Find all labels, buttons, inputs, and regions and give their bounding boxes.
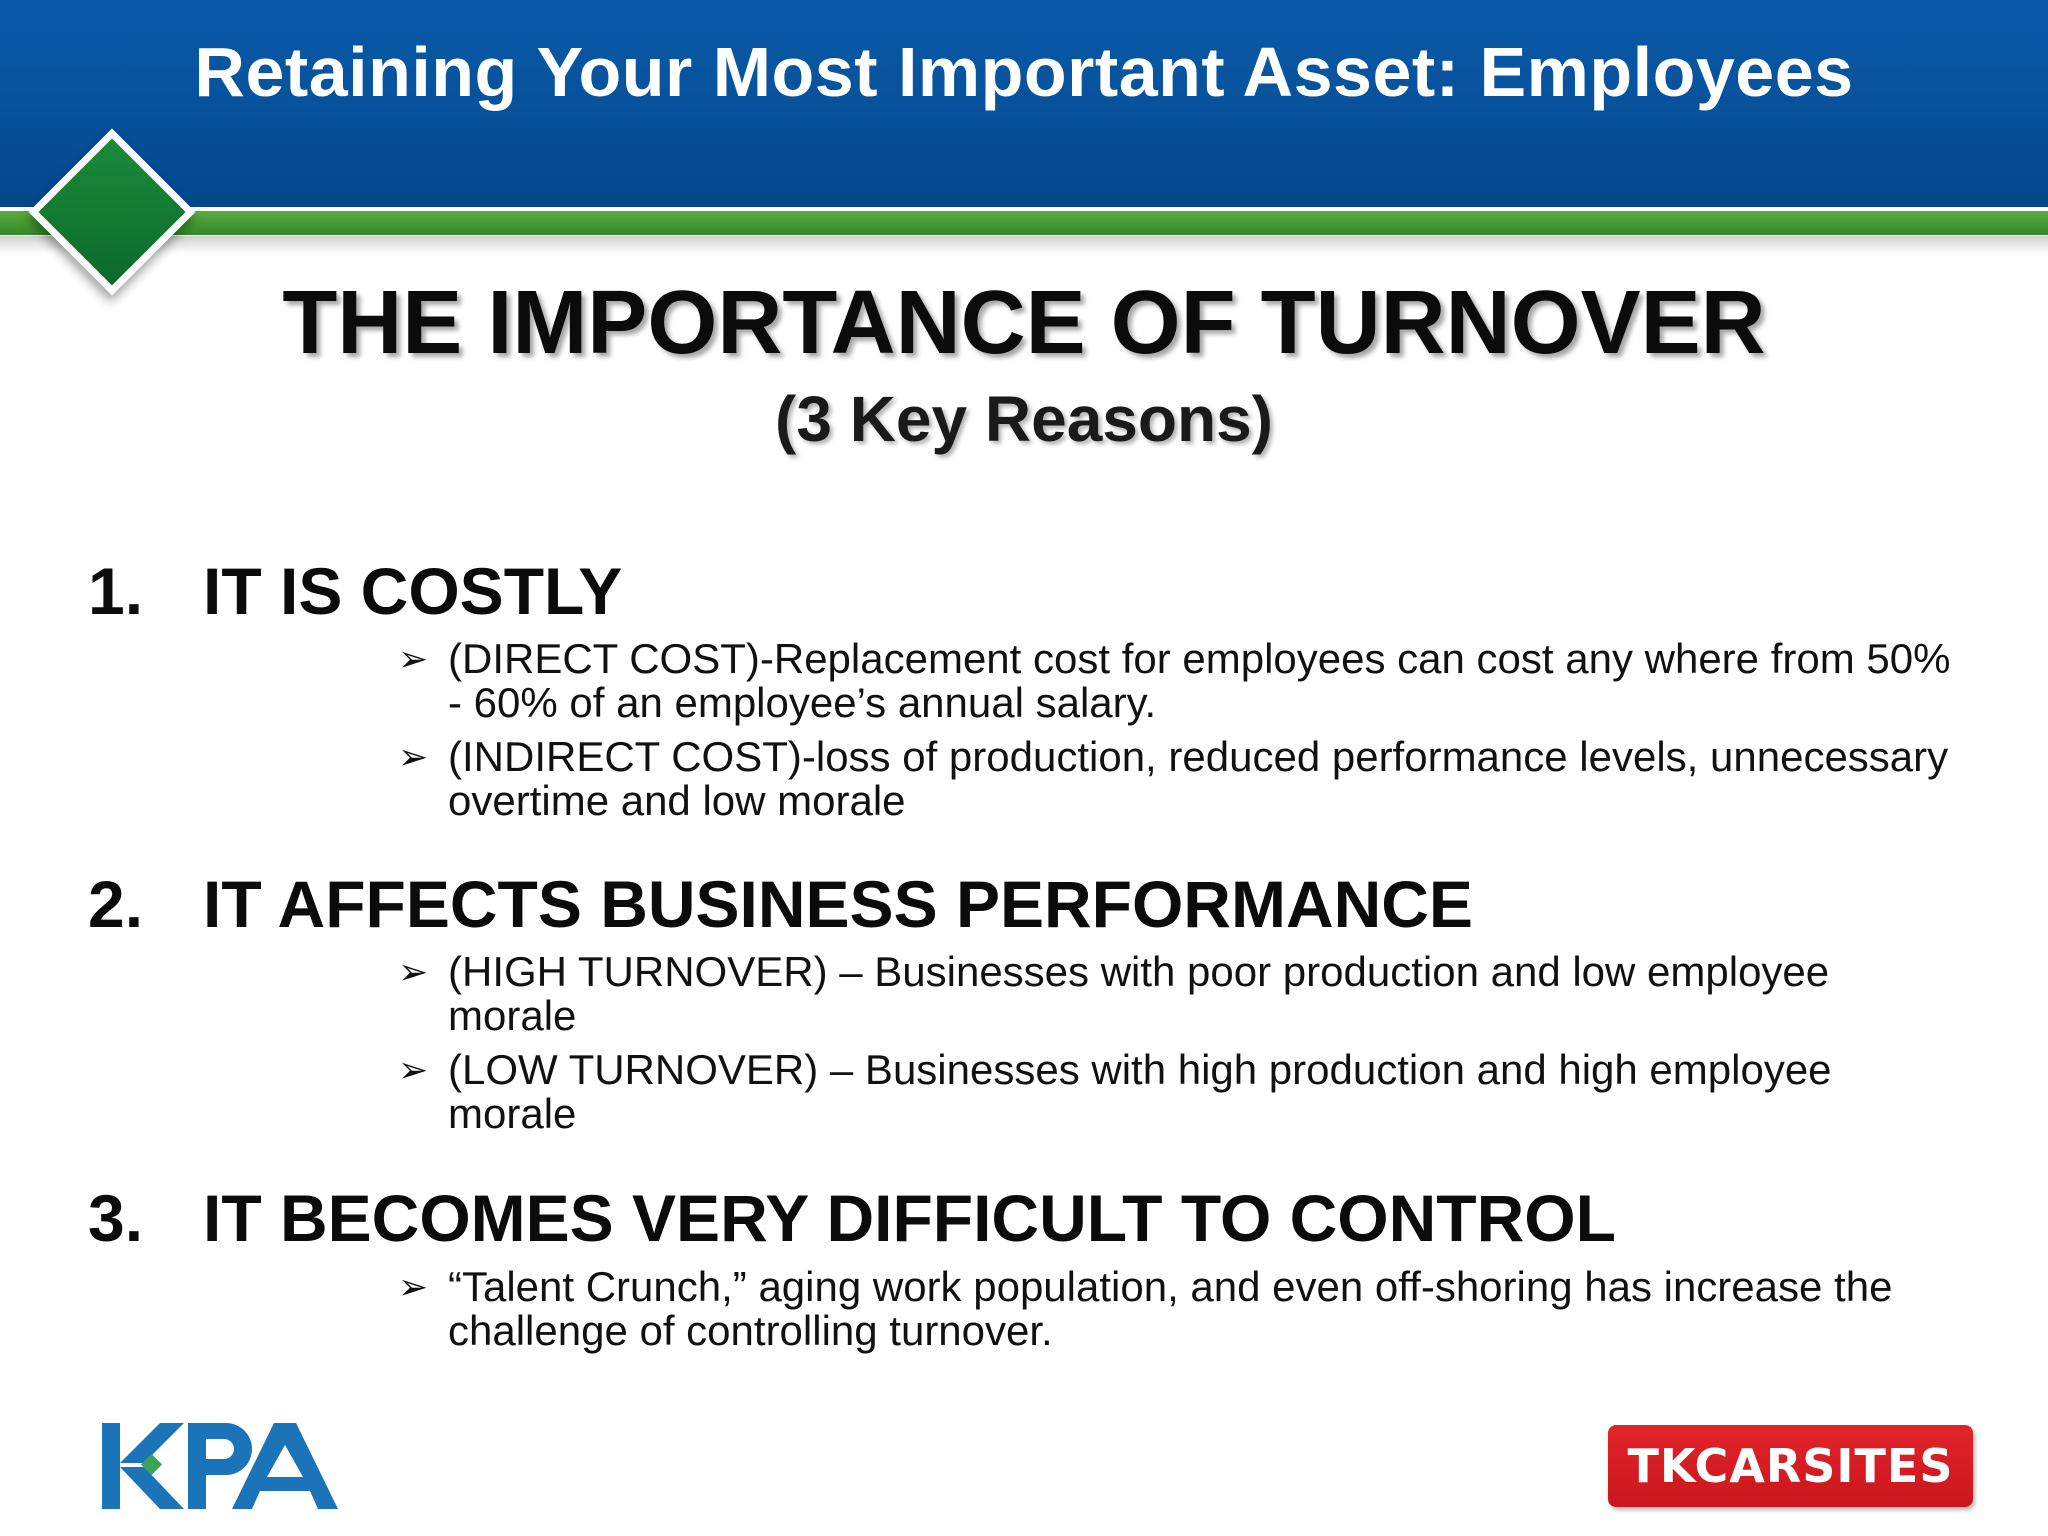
reason-title: IT BECOMES VERY DIFFICULT TO CONTROL <box>203 1181 1616 1255</box>
arrow-bullet-icon: ➢ <box>398 638 429 679</box>
reason-heading-3 <box>88 1180 1616 1256</box>
slide-title: THE IMPORTANCE OF TURNOVER <box>282 273 1766 373</box>
arrow-bullet-icon: ➢ <box>398 951 429 992</box>
bullet-item <box>398 1265 1968 1353</box>
slide-subtitle: (3 Key Reasons) <box>775 383 1273 455</box>
kpa-logo <box>100 1415 360 1515</box>
bullet-item <box>398 1048 1968 1136</box>
bullet-text: (DIRECT COST)-Replacement cost for employees can cost any where from 50% - 60% of an employee’s annual salary. <box>448 635 1951 726</box>
bullet-text: (LOW TURNOVER) – Businesses with high production and high employee morale <box>448 1046 1832 1137</box>
tkcarsites-logo <box>1608 1425 1973 1507</box>
bullet-text: (HIGH TURNOVER) – Businesses with poor production and low employee morale <box>448 948 1830 1039</box>
header-title: Retaining Your Most Important Asset: Employees <box>194 33 1854 111</box>
reason-number: 3. <box>88 1181 144 1255</box>
bullet-item <box>398 637 1968 725</box>
bullet-item <box>398 735 1968 823</box>
tkcarsites-logo-text: TKCARSITES <box>1627 1439 1954 1493</box>
reason-heading-1 <box>88 553 622 629</box>
bullet-text: (INDIRECT COST)-loss of production, reduced performance levels, unnecessary overtime and low morale <box>448 733 1949 824</box>
bullet-item <box>398 950 1968 1038</box>
header-green-stripe <box>0 211 2048 235</box>
arrow-bullet-icon: ➢ <box>398 1049 429 1090</box>
reason-number: 2. <box>88 867 144 941</box>
reason-title: IT AFFECTS BUSINESS PERFORMANCE <box>203 867 1473 941</box>
header-shadow <box>0 236 2048 254</box>
arrow-bullet-icon: ➢ <box>398 736 429 777</box>
reason-title: IT IS COSTLY <box>203 554 623 628</box>
arrow-bullet-icon: ➢ <box>398 1266 429 1307</box>
header-banner <box>0 0 2048 207</box>
reason-heading-2 <box>88 866 1473 942</box>
reason-number: 1. <box>88 554 144 628</box>
bullet-text: “Talent Crunch,” aging work population, and even off-shoring has increase the challenge of controlling turnover. <box>448 1263 1893 1354</box>
